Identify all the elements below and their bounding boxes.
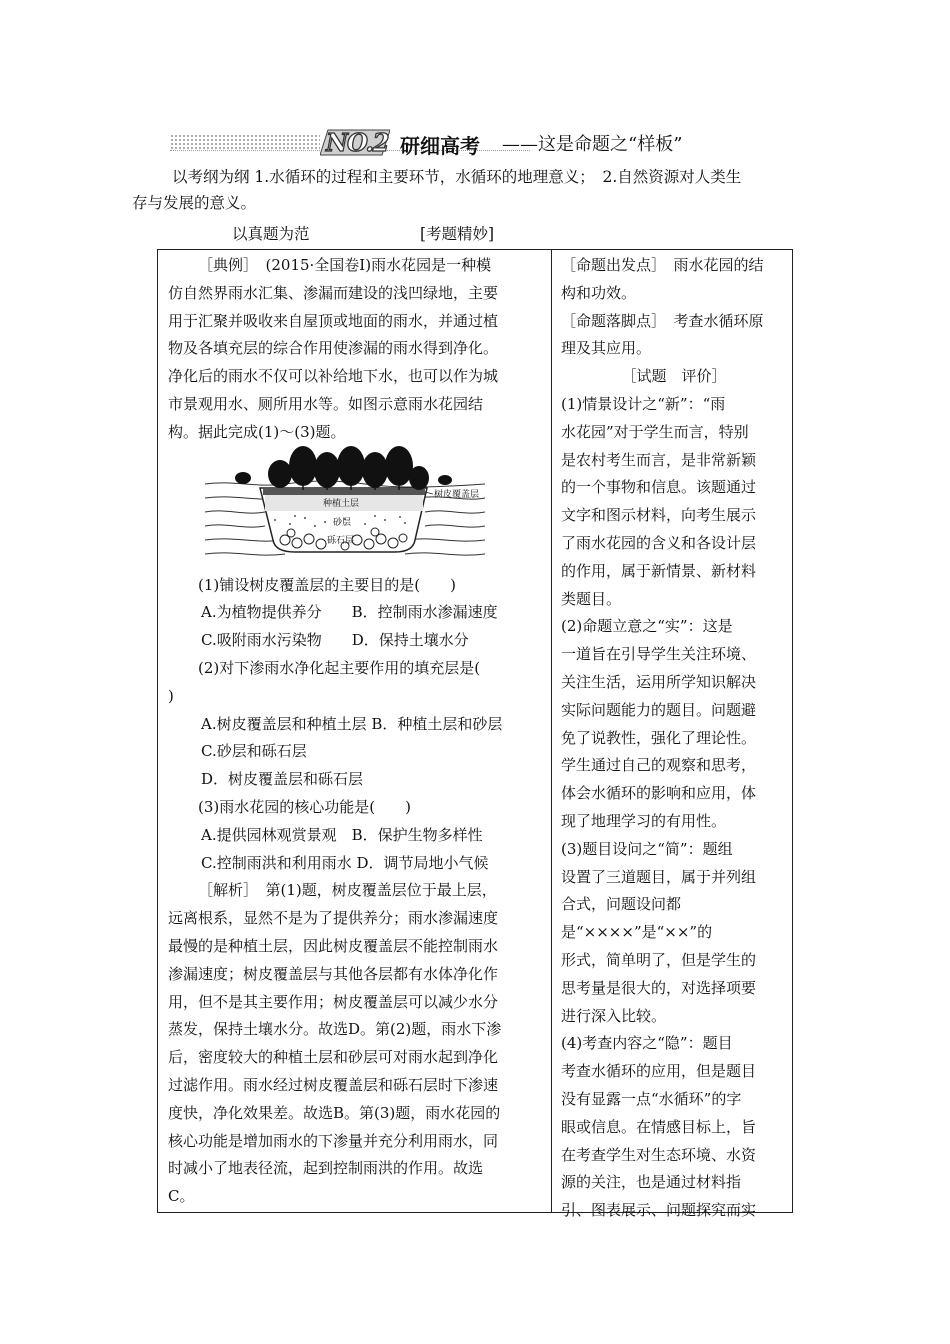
commentary-line: 了雨水花园的含义和各设计层 (561, 533, 757, 552)
commentary-line: 水花园”对于学生而言，特别 (561, 422, 749, 441)
example-intro-line: 物及各填充层的综合作用使渗漏的雨水得到净化。 (168, 339, 499, 358)
table-column-divider (551, 249, 552, 1213)
q1-options-cd: C.吸附雨水污染物 D．保持土壤水分 (201, 631, 469, 650)
analysis-line: C。 (168, 1187, 195, 1206)
syllabus-paragraph (132, 164, 812, 216)
commentary-line: 是“××××”是“××”的 (561, 923, 713, 942)
example-intro-line: 市景观用水、厕所用水等。如图示意雨水花园结 (168, 394, 484, 413)
commentary-line: 没有显露一点“水循环”的字 (561, 1089, 742, 1108)
left-column (168, 252, 546, 1211)
example-intro-line: ［典例］ (2015·全国卷Ⅰ)雨水花园是一种模 (198, 256, 492, 274)
q3-options-cd: C.控制雨洪和利用雨水 D．调节局地小气候 (201, 853, 489, 872)
commentary-line: (3)题目设问之“简”：题组 (561, 839, 733, 858)
analysis-line: ［解析］ 第(1)题，树皮覆盖层位于最上层， (198, 881, 497, 900)
commentary-line: ［命题落脚点］ 考查水循环原 (561, 311, 764, 330)
analysis-line: 度快，净化效果差。故选B。第(3)题，雨水花园的 (168, 1103, 501, 1122)
commentary-heading: ［试题 评价］ (621, 367, 727, 386)
q2-option-c: C.砂层和砾石层 (201, 742, 307, 761)
analysis-line: 最慢的是种植土层，因此树皮覆盖层不能控制雨水 (168, 936, 499, 955)
syllabus-line-2: 存与发展的意义。 (132, 194, 257, 212)
commentary-line: 引、图表展示、问题探究而实 (561, 1201, 757, 1220)
analysis-line: 远离根系，显然不是为了提供养分；雨水渗漏速度 (168, 909, 499, 928)
section-subtitle: ——这是命题之“样板” (502, 134, 683, 155)
example-intro-line: 用于汇聚并吸收来自屋顶或地面的雨水，并通过植 (168, 311, 499, 330)
commentary-line: 构和功效。 (561, 283, 637, 302)
commentary-line: 在考查学生对生态环境、水资 (561, 1145, 757, 1164)
commentary-line: 设置了三道题目，属于并列组 (561, 867, 757, 886)
commentary-line: 学生通过自己的观察和思考， (561, 756, 757, 775)
commentary-line: 理及其应用。 (561, 339, 652, 358)
commentary-line: 免了说教性，强化了理论性。 (561, 728, 757, 747)
commentary-line: 合式，问题设问都 (561, 895, 682, 914)
analysis-line: 后，密度较大的种植土层和砂层可对雨水起到净化 (168, 1048, 499, 1067)
label-bark-layer: 树皮覆盖层 (434, 490, 480, 500)
q1-stem: (1)铺设树皮覆盖层的主要目的是( ) (198, 575, 456, 594)
example-intro-line: 净化后的雨水不仅可以补给地下水，也可以作为城 (168, 367, 499, 386)
commentary-line: 进行深入比较。 (561, 1006, 667, 1025)
commentary-line: (2)命题立意之“实”：这是 (561, 617, 733, 636)
q2-options-ab: A.树皮覆盖层和种植土层 B．种植土层和砂层 (201, 714, 503, 733)
q2-option-d: D．树皮覆盖层和砾石层 (201, 770, 364, 789)
analysis-line: 时减小了地表径流，起到控制雨洪的作用。故选 (168, 1159, 484, 1178)
analysis-line: 过滤作用。雨水经过树皮覆盖层和砾石层时下渗速 (168, 1075, 499, 1094)
analysis-line: 用，但不是其主要作用；树皮覆盖层可以减少水分 (168, 992, 499, 1011)
commentary-line: 文字和图示材料，向考生展示 (561, 506, 757, 525)
commentary-line: ［命题出发点］ 雨水花园的结 (561, 256, 764, 274)
analysis-line: 蒸发，保持土壤水分。故选D。第(2)题，雨水下渗 (168, 1020, 502, 1039)
commentary-line: 形式，简单明了，但是学生的 (561, 950, 757, 969)
commentary-line: 源的关注，也是通过材料指 (561, 1173, 742, 1192)
q3-stem: (3)雨水花园的核心功能是( ) (198, 797, 411, 816)
analysis-line: 核心功能是增加雨水的下渗量并充分利用雨水，同 (168, 1131, 499, 1150)
rain-garden-diagram (205, 440, 485, 562)
commentary-line: 眼或信息。在情感目标上，旨 (561, 1117, 757, 1136)
commentary-line: 类题目。 (561, 589, 622, 608)
commentary-line: 体会水循环的影响和应用，体 (561, 784, 757, 803)
commentary-line: 是农村考生而言，是非常新颖 (561, 450, 757, 469)
exam-highlight-label: [考题精妙] (420, 225, 495, 243)
syllabus-line-1: 以考纲为纲 1.水循环的过程和主要环节，水循环的地理意义； 2.自然资源对人类生 (172, 168, 742, 186)
section-banner (170, 128, 730, 158)
label-soil-layer: 种植土层 (323, 499, 360, 509)
commentary-line: 的一个事物和信息。该题通过 (561, 478, 757, 497)
commentary-line: (4)考查内容之“隐”：题目 (561, 1034, 733, 1053)
q2-stem-tail: ) (168, 686, 174, 705)
badge-text: NO.2 (326, 128, 389, 157)
right-column (561, 252, 787, 1225)
label-gravel-layer: 砾石层 (327, 536, 355, 546)
section-number-badge (320, 128, 390, 156)
commentary-line: 关注生活，运用所学知识解决 (561, 672, 757, 691)
example-intro-line: 构。据此完成(1)～(3)题。 (168, 422, 346, 441)
section-title: 研细高考 (400, 134, 480, 158)
commentary-line: 思考量是很大的，对选择项要 (561, 978, 757, 997)
analysis-line: 渗漏速度；树皮覆盖层与其他各层都有水体净化作 (168, 964, 499, 983)
commentary-line: 实际问题能力的题目。问题避 (561, 700, 757, 719)
commentary-line: 考查水循环的应用，但是题目 (561, 1062, 757, 1081)
q2-stem: (2)对下渗雨水净化起主要作用的填充层是( (198, 658, 481, 677)
label-sand-layer: 砂层 (333, 518, 352, 528)
commentary-line: 的作用，属于新情景、新材料 (561, 561, 757, 580)
commentary-line: (1)情景设计之“新”：“雨 (561, 394, 726, 413)
q1-options-ab: A.为植物提供养分 B．控制雨水渗漏速度 (201, 603, 498, 622)
commentary-line: 现了地理学习的有用性。 (561, 811, 727, 830)
q3-options-ab: A.提供园林观赏景观 B．保护生物多样性 (201, 825, 483, 844)
real-question-label: 以真题为范 (232, 225, 310, 243)
banner-dot-pattern (170, 134, 320, 150)
commentary-line: 一道旨在引导学生关注环境、 (561, 645, 757, 664)
example-intro-line: 仿自然界雨水汇集、渗漏而建设的浅凹绿地，主要 (168, 283, 499, 302)
